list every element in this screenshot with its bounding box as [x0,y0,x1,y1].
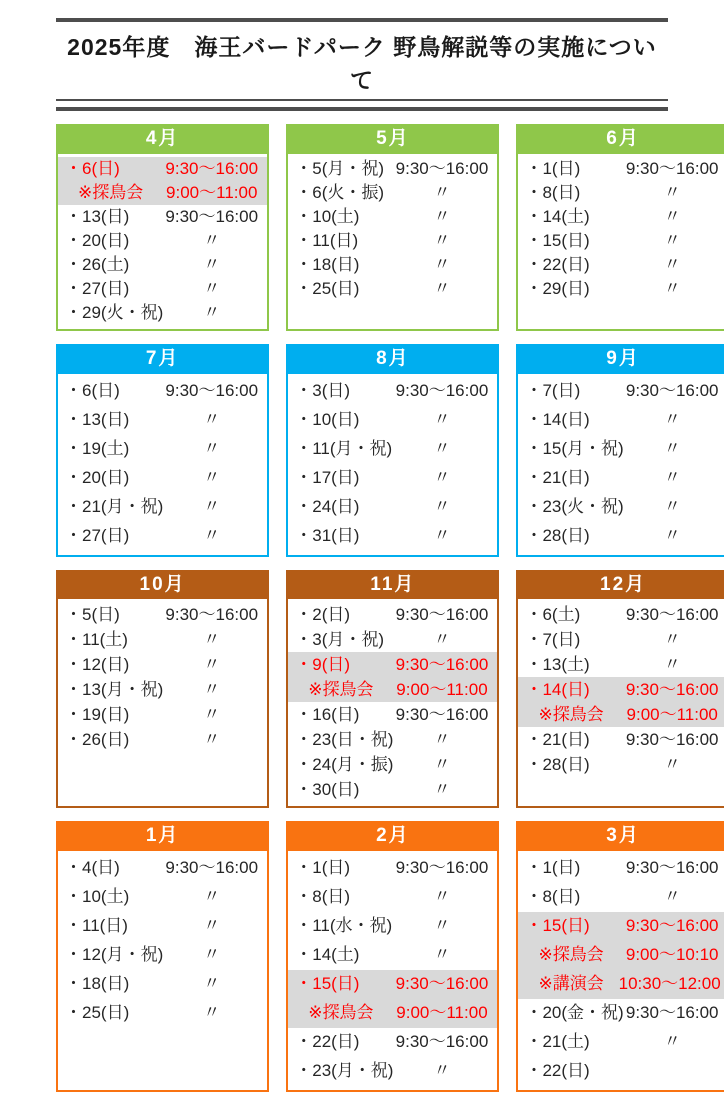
time-value: 9:00〜11:00 [166,182,258,202]
month-body [58,154,267,329]
time-value: 〃 [663,230,681,250]
month-body [518,374,724,555]
date-label: ・6(火・振) [295,182,385,202]
month-card-feb [286,821,499,1092]
time-value: 〃 [433,916,451,936]
date-label: ・5(日) [65,604,120,624]
date-label: ・14(土) [525,206,590,226]
date-label: ・6(日) [65,158,120,178]
date-label: ・14(日) [525,679,590,699]
date-label: ・28(日) [525,754,590,774]
date-row [518,229,724,253]
time-value: 〃 [663,182,681,202]
time-value: 9:30〜16:00 [625,916,719,936]
time-value: 〃 [663,629,681,649]
date-row [58,970,267,999]
date-row [288,702,497,727]
event-note-row [288,677,497,702]
date-row [518,652,724,677]
date-label: ・19(日) [65,704,130,724]
date-row [518,854,724,883]
date-row [58,277,267,301]
date-label: ・26(日) [65,729,130,749]
date-label: ・24(日) [295,496,360,516]
time-value: 9:30〜16:00 [625,604,719,624]
time-value: 〃 [203,704,221,724]
time-value: 〃 [663,254,681,274]
time-value: 〃 [433,206,451,226]
date-label: ・2(日) [295,604,351,624]
time-value: 9:30〜16:00 [625,858,719,878]
month-card-jun [516,124,724,331]
date-row [288,1057,497,1086]
time-value: 9:30〜16:00 [395,158,489,178]
month-header: 12月 [518,572,724,600]
date-row [518,602,724,627]
time-value: 〃 [203,1003,221,1023]
month-body [288,599,497,806]
time-value: 9:30〜16:00 [625,679,719,699]
date-row [58,157,267,181]
date-row [288,277,497,301]
date-row [518,883,724,912]
time-value: 〃 [663,496,681,516]
time-value: 〃 [203,729,221,749]
date-label: ・11(土) [65,629,128,649]
date-row [288,464,497,493]
date-row [58,301,267,325]
time-value: 9:30〜16:00 [395,858,489,878]
date-row [518,727,724,752]
date-label: ・25(日) [295,278,360,298]
date-label: ・21(土) [525,1032,590,1052]
date-label: ・7(日) [525,629,581,649]
month-card-oct [56,570,269,809]
date-row [288,181,497,205]
time-value: 〃 [203,409,221,429]
date-label: ・1(日) [525,158,581,178]
date-row [288,229,497,253]
date-row [518,912,724,941]
date-label: ・6(日) [65,380,120,400]
date-row [288,157,497,181]
date-label: ・12(月・祝) [65,945,164,965]
time-value: 〃 [433,278,451,298]
date-row [58,854,267,883]
date-label: ・1(日) [295,858,351,878]
event-name: ※探鳥会 [78,182,144,202]
date-label: ・10(土) [295,206,360,226]
time-value: 〃 [663,438,681,458]
month-body [518,154,724,305]
calendar-grid [56,124,721,1092]
event-name: ※探鳥会 [308,1003,374,1023]
date-row [518,406,724,435]
time-value: 9:30〜16:00 [395,704,489,724]
date-label: ・13(日) [65,206,130,226]
date-label: ・10(土) [65,887,130,907]
title-top-rule [56,18,668,22]
title-bottom-rule [56,107,668,111]
date-row [288,627,497,652]
time-value: 〃 [203,254,221,274]
date-row [58,493,267,522]
date-row [58,464,267,493]
time-value: 9:00〜11:00 [396,679,488,699]
date-label: ・16(日) [295,704,360,724]
event-name: ※探鳥会 [538,704,604,724]
date-label: ・13(月・祝) [65,679,164,699]
time-value: 〃 [433,438,451,458]
month-header: 9月 [518,346,724,374]
date-row [58,702,267,727]
time-value: 〃 [433,409,451,429]
date-row [518,435,724,464]
month-header: 8月 [288,346,497,374]
time-value: 〃 [203,467,221,487]
title-block [56,18,668,111]
month-header: 2月 [288,823,497,851]
date-label: ・13(土) [525,654,590,674]
time-value: 9:30〜16:00 [625,158,719,178]
date-row [58,912,267,941]
month-card-jan [56,821,269,1092]
date-label: ・18(日) [65,974,130,994]
date-row [58,522,267,551]
month-header: 4月 [58,126,267,154]
time-value: 〃 [203,302,221,322]
month-body [288,374,497,555]
month-card-sep [516,344,724,557]
time-value: 〃 [433,729,451,749]
time-value: 〃 [433,1061,451,1081]
date-label: ・17(日) [295,467,360,487]
month-body [58,374,267,555]
event-note-row [518,941,724,970]
date-label: ・27(日) [65,525,130,545]
time-value: 〃 [663,654,681,674]
event-name: ※探鳥会 [308,679,374,699]
month-card-mar [516,821,724,1092]
time-value: 〃 [433,230,451,250]
date-row [518,377,724,406]
date-row [288,493,497,522]
month-header: 3月 [518,823,724,851]
time-value: 〃 [203,629,221,649]
month-card-nov [286,570,499,809]
date-row [518,752,724,777]
event-name: ※講演会 [538,974,604,994]
month-body [58,851,267,1032]
date-row [58,941,267,970]
date-label: ・9(日) [295,654,351,674]
date-label: ・3(日) [295,380,351,400]
date-label: ・18(日) [295,254,360,274]
date-row [288,652,497,677]
date-label: ・14(日) [525,409,590,429]
date-row [288,854,497,883]
date-label: ・29(日) [525,278,590,298]
time-value: 〃 [433,945,451,965]
time-value: 〃 [203,974,221,994]
date-label: ・23(火・祝) [525,496,624,516]
date-row [518,464,724,493]
time-value: 〃 [663,1032,681,1052]
date-row [518,493,724,522]
time-value: 9:30〜16:00 [395,1032,489,1052]
date-row [58,677,267,702]
time-value: 9:30〜16:00 [165,158,259,178]
date-row [518,181,724,205]
date-row [58,727,267,752]
date-row [288,727,497,752]
time-value: 〃 [203,438,221,458]
date-row [518,1028,724,1057]
time-value: 〃 [663,754,681,774]
time-value: 〃 [203,496,221,516]
month-card-may [286,124,499,331]
month-header: 1月 [58,823,267,851]
date-row [288,777,497,802]
date-label: ・15(月・祝) [525,438,624,458]
date-row [58,253,267,277]
date-label: ・13(日) [65,409,130,429]
date-label: ・21(月・祝) [65,496,164,516]
time-value: 〃 [203,230,221,250]
date-row [58,883,267,912]
date-label: ・27(日) [65,278,130,298]
time-value: 〃 [203,278,221,298]
date-label: ・15(日) [525,916,590,936]
month-header: 11月 [288,572,497,600]
time-value: 9:30〜16:00 [395,380,489,400]
date-label: ・22(日) [525,254,590,274]
date-label: ・31(日) [295,525,360,545]
time-value: 〃 [203,679,221,699]
time-value: 9:30〜16:00 [165,380,259,400]
month-card-aug [286,344,499,557]
date-row [288,1028,497,1057]
date-row [288,912,497,941]
time-value: 〃 [433,629,451,649]
date-label: ・11(日) [65,916,128,936]
date-label: ・8(日) [525,887,581,907]
date-label: ・11(日) [295,230,359,250]
month-body [518,599,724,781]
date-label: ・4(日) [65,858,120,878]
month-body [288,851,497,1090]
time-value: 〃 [663,409,681,429]
time-value: 〃 [433,525,451,545]
date-label: ・5(月・祝) [295,158,385,178]
time-value: 9:30〜16:00 [625,380,719,400]
date-label: ・30(日) [295,779,360,799]
date-row [518,205,724,229]
month-card-jul [56,344,269,557]
time-value: 9:30〜16:00 [165,604,259,624]
date-label: ・24(月・振) [295,754,394,774]
date-label: ・14(土) [295,945,360,965]
time-value: 9:30〜16:00 [395,974,489,994]
time-value: 〃 [433,496,451,516]
time-value: 10:30〜12:00 [618,974,721,994]
month-card-apr [56,124,269,331]
month-card-dec [516,570,724,809]
date-label: ・8(日) [525,182,581,202]
date-row [288,941,497,970]
time-value: 〃 [203,654,221,674]
time-value: 〃 [433,182,451,202]
date-row [288,752,497,777]
date-row [58,627,267,652]
date-row [288,602,497,627]
date-label: ・21(日) [525,729,590,749]
date-row [288,406,497,435]
time-value: 9:30〜16:00 [395,604,489,624]
date-label: ・26(土) [65,254,130,274]
date-row [58,435,267,464]
date-label: ・10(日) [295,409,360,429]
date-row [518,522,724,551]
date-label: ・1(日) [525,858,581,878]
date-row [518,677,724,702]
date-label: ・29(火・祝) [65,302,164,322]
date-label: ・22(日) [295,1032,360,1052]
time-value: 9:00〜11:00 [396,1003,488,1023]
time-value: 9:30〜16:00 [165,858,259,878]
event-note-row [518,702,724,727]
month-header: 10月 [58,572,267,600]
date-label: ・20(日) [65,467,130,487]
month-body [58,599,267,756]
date-label: ・11(水・祝) [295,916,393,936]
month-body [288,154,497,305]
date-row [58,602,267,627]
time-value: 〃 [433,754,451,774]
month-header: 7月 [58,346,267,374]
date-label: ・20(日) [65,230,130,250]
date-label: ・21(日) [525,467,590,487]
date-label: ・20(金・祝) [525,1003,624,1023]
date-label: ・15(日) [295,974,360,994]
page-title: 2025年度 海王バードパーク 野鳥解説等の実施について [56,27,668,101]
time-value: 〃 [433,779,451,799]
time-value: 9:30〜16:00 [625,1003,719,1023]
time-value: 9:30〜16:00 [625,729,719,749]
date-label: ・28(日) [525,525,590,545]
date-label: ・23(月・祝) [295,1061,394,1081]
date-row [518,277,724,301]
event-note-row [518,970,724,999]
date-label: ・15(日) [525,230,590,250]
time-value: 9:00〜11:00 [626,704,718,724]
time-value: 〃 [663,278,681,298]
time-value: 〃 [663,206,681,226]
time-value: 〃 [433,254,451,274]
date-label: ・23(日・祝) [295,729,394,749]
time-value: 〃 [663,467,681,487]
date-row [288,883,497,912]
event-note-row [58,181,267,205]
date-label: ・8(日) [295,887,351,907]
date-label: ・3(月・祝) [295,629,385,649]
time-value: 〃 [663,887,681,907]
time-value: 〃 [203,945,221,965]
date-row [288,970,497,999]
event-name: ※探鳥会 [538,945,604,965]
date-row [518,157,724,181]
month-body [518,851,724,1090]
time-value: 9:30〜16:00 [165,206,259,226]
time-value: 〃 [433,887,451,907]
date-label: ・6(土) [525,604,581,624]
date-row [518,1057,724,1086]
month-header: 5月 [288,126,497,154]
time-value: 〃 [203,916,221,936]
time-value: 〃 [663,525,681,545]
date-row [58,229,267,253]
date-label: ・7(日) [525,380,581,400]
time-value: 9:00〜10:10 [625,945,719,965]
date-row [288,377,497,406]
date-row [288,522,497,551]
date-label: ・25(日) [65,1003,130,1023]
time-value: 〃 [203,525,221,545]
time-value: 〃 [433,467,451,487]
date-row [288,205,497,229]
date-row [58,406,267,435]
date-row [518,627,724,652]
date-row [58,652,267,677]
date-row [288,435,497,464]
time-value: 9:30〜16:00 [395,654,489,674]
month-header: 6月 [518,126,724,154]
date-label: ・19(土) [65,438,130,458]
date-row [288,253,497,277]
date-row [58,377,267,406]
date-row [518,253,724,277]
date-row [58,205,267,229]
date-label: ・22(日) [525,1061,590,1081]
date-label: ・11(月・祝) [295,438,393,458]
time-value: 〃 [203,887,221,907]
date-label: ・12(日) [65,654,130,674]
